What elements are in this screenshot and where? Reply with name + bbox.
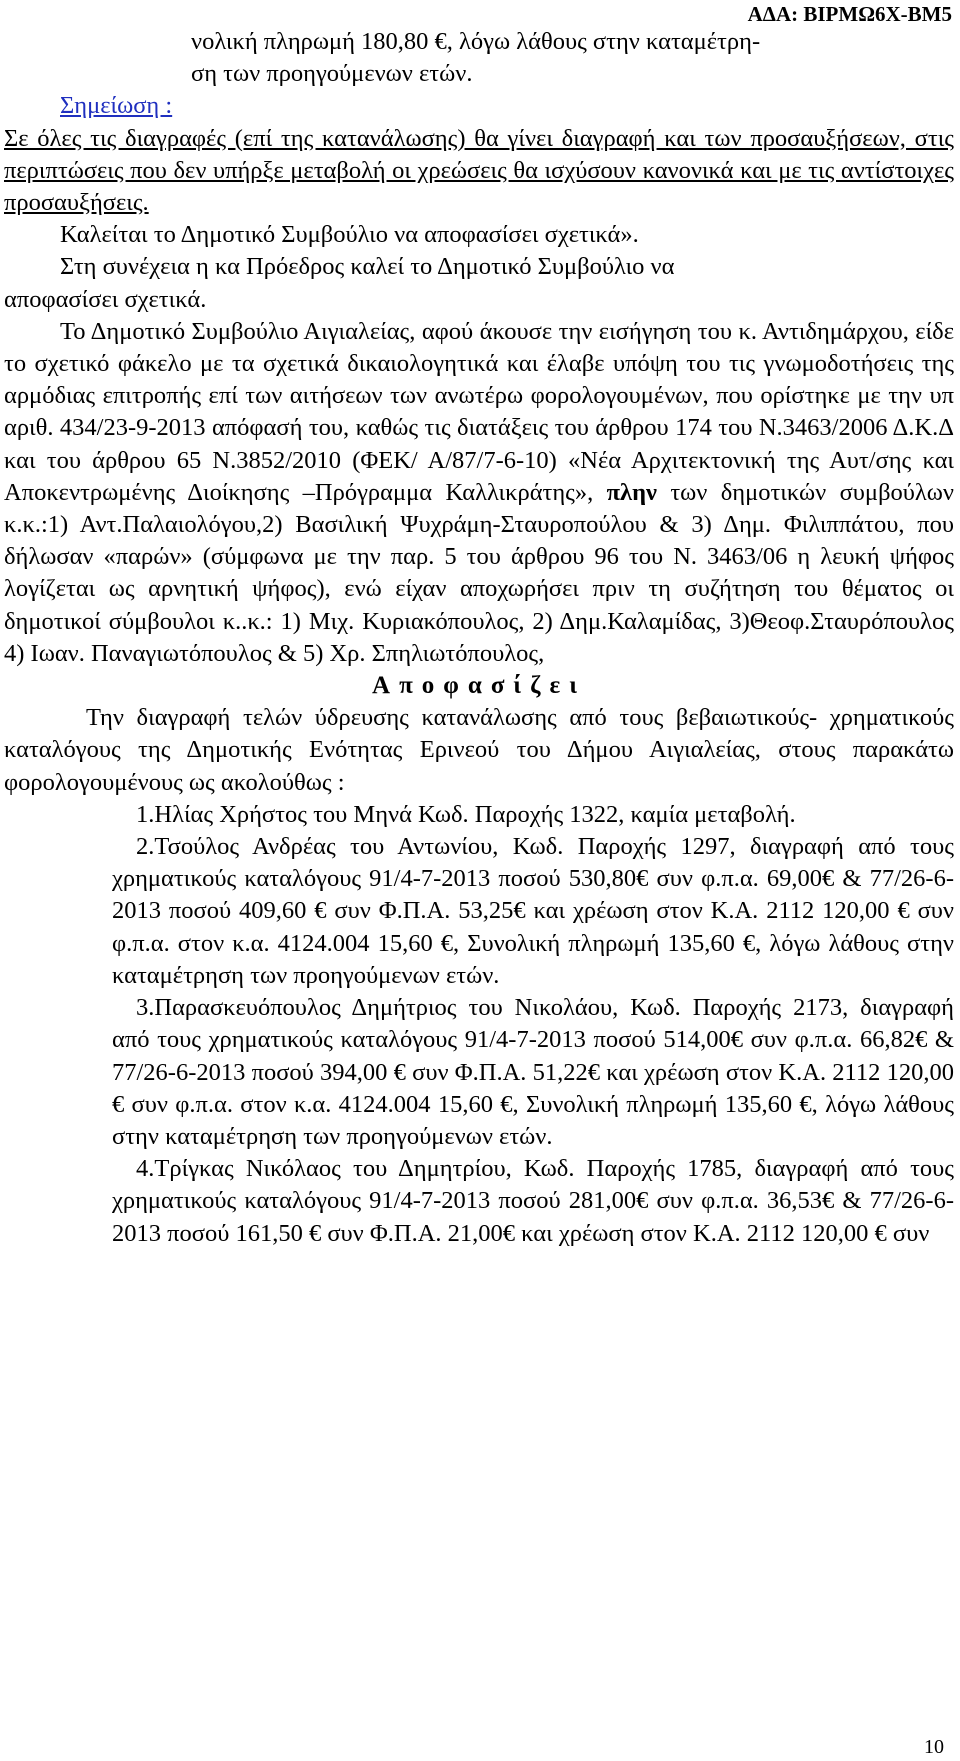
- council-text-b: των δημοτικών συμβούλων κ.κ.:1) Αντ.Παλαιολόγου,2) Βασιλική Ψυχράμη-Σταυροπούλου & 3) Δημ. Φιλιππάτου, που δήλωσαν «παρών» (σύμφωνα με την παρ. 5 του άρθρου 96 του Ν. 3463/06 η λευκή ψήφος λογίζεται ως αρνητική ψήφος), ενώ είχαν αποχωρήσει πριν τη συζήτηση του θέματος οι δημοτικοί σύμβουλοι κ..κ.: 1) Μιχ. Κυριακόπουλος, 2) Δημ.Καλαμίδας, 3)Θεοφ.Σταυρόπουλος 4) Ιωαν. Παναγιωτόπουλος & 5) Χρ. Σπηλιωτόπουλος,: [4, 478, 954, 667]
- decides-heading: Αποφασίζει: [372, 672, 586, 700]
- note-body: [4, 123, 954, 220]
- list-item: 3.Παρασκευόπουλος Δημήτριος του Νικολάου, Κωδ. Παροχής 2173, διαγραφή από τους χρηματικούς καταλόγους 91/4-7-2013 ποσού 514,00€ συν φ.π.α. 66,82€ & 77/26-6-2013 ποσού 394,00 € συν Φ.Π.Α. 51,22€ και χρέωση στον Κ.Α. 2112 120,00 € συν φ.π.α. στον κ.α. 4124.004 15,60 €, Συνολική πληρωμή 135,60 €, λόγω λάθους στην καταμέτρηση των προηγούμενων ετών.: [112, 994, 954, 1150]
- council-bold: πλην: [606, 478, 657, 506]
- continue-line: Στη συνέχεια η κα Πρόεδρος καλεί το Δημοτικό Συμβούλιο να: [60, 253, 675, 281]
- page-number: 10: [924, 1736, 944, 1758]
- list-item: 4.Τρίγκας Νικόλαος του Δημητρίου, Κωδ. Παροχής 1785, διαγραφή από τους χρηματικούς καταλόγους 91/4-7-2013 ποσού 281,00€ συν φ.π.α. 36,53€ & 77/26-6-2013 ποσού 161,50 € συν Φ.Π.Α. 21,00€ και χρέωση στον Κ.Α. 2112 120,00 € συν: [112, 1155, 954, 1247]
- list-item: 2.Τσούλος Ανδρέας του Αντωνίου, Κωδ. Παροχής 1297, διαγραφή από τους χρηματικούς καταλόγους 91/4-7-2013 ποσού 530,80€ συν φ.π.α. 69,00€ & 77/26-6-2013 ποσού 409,60 € συν Φ.Π.Α. 53,25€ και χρέωση στον Κ.Α. 2112 120,00 € συν φ.π.α. στον κ.α. 4124.004 15,60 €, Συνολική πληρωμή 135,60 €, λόγω λάθους στην καταμέτρηση των προηγούμενων ετών.: [112, 833, 954, 989]
- decision-intro: Την διαγραφή τελών ύδρευσης κατανάλωσης από τους βεβαιωτικούς- χρηματικούς καταλόγους της Δημοτικής Ενότητας Ερινεού του Δήμου Αιγιαλείας, στους παρακάτω φορολογουμένους ως ακολούθως :: [4, 704, 954, 796]
- council-text-a: Το Δημοτικό Συμβούλιο Αιγιαλείας, αφού άκουσε την εισήγηση του κ. Αντιδημάρχου, είδε το σχετικό φάκελο με τα σχετικά δικαιολογητικά και έλαβε υπόψη του τις γνωμοδοτήσεις της αρμόδιας επιτροπής επί των αιτήσεων των ανωτέρω φορολογουμένων, που ορίστηκε με την υπ αριθ. 434/23-9-2013 απόφασή του, καθώς τις διατάξεις του άρθρου 174 του Ν.3463/2006 Δ.Κ.Δ και του άρθρου 65 Ν.3852/2010 (ΦΕΚ/ Α/87/7-6-10) «Νέα Αρχιτεκτονική της Αυτ/σης και Αποκεντρωμένης Διοίκησης –Πρόγραμμα Καλλικράτης»,: [4, 317, 954, 506]
- text-line: νολική πληρωμή 180,80 €, λόγω λάθους στην καταμέτρη-: [191, 28, 761, 55]
- ada-header: ΑΔΑ: ΒΙΡΜΩ6Χ-ΒΜ5: [747, 2, 952, 26]
- list-item: 1.Ηλίας Χρήστος του Μηνά Κωδ. Παροχής 1322, καμία μεταβολή.: [136, 800, 796, 828]
- note-body-text: Σε όλες τις διαγραφές (επί της κατανάλωσης) θα γίνει διαγραφή και των προσαυξήσεων, στις περιπτώσεις που δεν υπήρξε μεταβολή οι χρεώσεις θα ισχύσουν κανονικά και με τις αντίστοιχες προσαυξήσεις.: [4, 124, 954, 217]
- council-paragraph: [4, 316, 954, 670]
- call-paragraph: Καλείται το Δημοτικό Συμβούλιο να αποφασίσει σχετικά».: [60, 221, 639, 249]
- document-body: [4, 26, 954, 1250]
- continue-line: αποφασίσει σχετικά.: [4, 285, 207, 313]
- note-title-text: Σημείωση :: [60, 92, 173, 120]
- note-title: [4, 90, 954, 122]
- text-line: ση των προηγούμενων ετών.: [191, 60, 473, 88]
